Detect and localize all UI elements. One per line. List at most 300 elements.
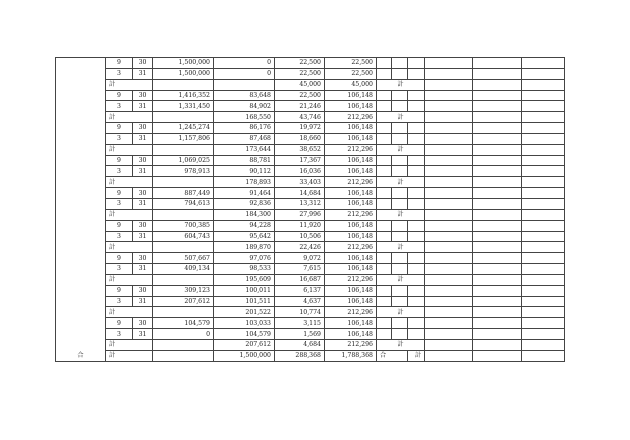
day-cell: 30 xyxy=(133,123,153,134)
blank-label-cell xyxy=(56,296,106,307)
blank-cell xyxy=(392,68,408,79)
blank-label-cell xyxy=(56,155,106,166)
blank-cell xyxy=(473,144,522,155)
blank-label-cell xyxy=(56,220,106,231)
blank-cell xyxy=(425,123,473,134)
payment-cell: 22,500 xyxy=(325,68,377,79)
schedule-body xyxy=(56,58,565,362)
day-cell: 30 xyxy=(133,188,153,199)
balance-cell: 1,416,352 xyxy=(153,90,214,101)
payment-cell: 106,148 xyxy=(325,285,377,296)
blank-cell xyxy=(473,253,522,264)
table-row xyxy=(56,166,565,177)
subtotal-interest: 22,426 xyxy=(275,242,325,253)
blank-cell xyxy=(153,112,214,123)
principal-cell: 84,902 xyxy=(214,101,275,112)
blank-cell xyxy=(473,274,522,285)
payment-cell: 106,148 xyxy=(325,166,377,177)
grand-total-payment: 1,788,368 xyxy=(325,350,377,361)
blank-label-cell xyxy=(56,209,106,220)
balance-cell: 104,579 xyxy=(153,318,214,329)
month-cell: 9 xyxy=(106,58,133,69)
principal-cell: 100,011 xyxy=(214,285,275,296)
blank-cell xyxy=(377,58,392,69)
blank-cell xyxy=(522,339,565,350)
blank-cell xyxy=(473,177,522,188)
blank-cell xyxy=(392,58,408,69)
grand-total-principal: 1,500,000 xyxy=(214,350,275,361)
day-cell: 30 xyxy=(133,155,153,166)
principal-cell: 94,228 xyxy=(214,220,275,231)
subtotal-row xyxy=(56,274,565,285)
principal-cell: 83,648 xyxy=(214,90,275,101)
day-cell: 30 xyxy=(133,253,153,264)
subtotal-label-right: 計 xyxy=(377,242,425,253)
blank-cell xyxy=(408,155,425,166)
blank-cell xyxy=(392,264,408,275)
balance-cell: 1,500,000 xyxy=(153,58,214,69)
subtotal-interest: 33,403 xyxy=(275,177,325,188)
grand-total-label-right: 計 xyxy=(106,350,153,361)
blank-cell xyxy=(522,242,565,253)
blank-cell xyxy=(377,318,392,329)
grand-total-label-right-2: 計 xyxy=(408,350,425,361)
principal-cell: 0 xyxy=(214,68,275,79)
table-row xyxy=(56,90,565,101)
subtotal-row xyxy=(56,144,565,155)
blank-cell xyxy=(522,350,565,361)
interest-cell: 17,367 xyxy=(275,155,325,166)
blank-cell xyxy=(522,318,565,329)
blank-cell xyxy=(153,274,214,285)
blank-cell xyxy=(522,155,565,166)
blank-cell xyxy=(473,133,522,144)
month-cell: 3 xyxy=(106,101,133,112)
blank-cell xyxy=(473,90,522,101)
blank-cell xyxy=(473,101,522,112)
interest-cell: 4,637 xyxy=(275,296,325,307)
blank-cell xyxy=(473,296,522,307)
subtotal-label-right: 計 xyxy=(377,177,425,188)
grand-total-label-left-2: 合 xyxy=(377,350,408,361)
day-cell: 31 xyxy=(133,166,153,177)
blank-cell xyxy=(425,253,473,264)
principal-cell: 98,533 xyxy=(214,264,275,275)
payment-cell: 106,148 xyxy=(325,90,377,101)
month-cell: 3 xyxy=(106,329,133,340)
blank-cell xyxy=(425,68,473,79)
blank-cell xyxy=(392,220,408,231)
blank-cell xyxy=(377,198,392,209)
blank-cell xyxy=(392,90,408,101)
month-cell: 3 xyxy=(106,133,133,144)
balance-cell: 409,134 xyxy=(153,264,214,275)
table-row xyxy=(56,198,565,209)
blank-cell xyxy=(425,133,473,144)
table-row xyxy=(56,68,565,79)
blank-cell xyxy=(473,339,522,350)
month-cell: 9 xyxy=(106,285,133,296)
interest-cell: 18,660 xyxy=(275,133,325,144)
payment-cell: 106,148 xyxy=(325,264,377,275)
blank-cell xyxy=(522,253,565,264)
blank-cell xyxy=(425,339,473,350)
blank-cell xyxy=(522,188,565,199)
interest-cell: 3,115 xyxy=(275,318,325,329)
month-cell: 3 xyxy=(106,68,133,79)
subtotal-principal: 184,300 xyxy=(214,209,275,220)
balance-cell: 507,667 xyxy=(153,253,214,264)
blank-cell xyxy=(392,253,408,264)
subtotal-principal xyxy=(214,79,275,90)
subtotal-label: 計 xyxy=(106,177,153,188)
subtotal-principal: 178,893 xyxy=(214,177,275,188)
blank-cell xyxy=(522,220,565,231)
blank-label-cell xyxy=(56,79,106,90)
blank-cell xyxy=(473,350,522,361)
day-cell: 30 xyxy=(133,285,153,296)
blank-cell xyxy=(392,318,408,329)
blank-label-cell xyxy=(56,231,106,242)
subtotal-row xyxy=(56,242,565,253)
blank-cell xyxy=(408,123,425,134)
day-cell: 30 xyxy=(133,58,153,69)
blank-cell xyxy=(522,198,565,209)
blank-cell xyxy=(425,307,473,318)
interest-cell: 10,506 xyxy=(275,231,325,242)
subtotal-payment: 212,296 xyxy=(325,112,377,123)
blank-cell xyxy=(392,101,408,112)
blank-label-cell xyxy=(56,198,106,209)
blank-cell xyxy=(392,188,408,199)
subtotal-row xyxy=(56,177,565,188)
blank-cell xyxy=(377,101,392,112)
blank-cell xyxy=(522,231,565,242)
blank-cell xyxy=(522,79,565,90)
blank-cell xyxy=(522,58,565,69)
subtotal-label: 計 xyxy=(106,144,153,155)
subtotal-payment: 212,296 xyxy=(325,307,377,318)
blank-cell xyxy=(473,220,522,231)
blank-cell xyxy=(392,166,408,177)
day-cell: 30 xyxy=(133,318,153,329)
blank-cell xyxy=(153,242,214,253)
day-cell: 31 xyxy=(133,231,153,242)
blank-cell xyxy=(522,123,565,134)
blank-cell xyxy=(153,79,214,90)
table-row xyxy=(56,329,565,340)
blank-cell xyxy=(377,188,392,199)
blank-cell xyxy=(522,274,565,285)
blank-cell xyxy=(425,264,473,275)
blank-cell xyxy=(425,285,473,296)
blank-cell xyxy=(425,144,473,155)
blank-cell xyxy=(408,133,425,144)
blank-cell xyxy=(425,318,473,329)
subtotal-label-right: 計 xyxy=(377,274,425,285)
table-row xyxy=(56,101,565,112)
blank-cell xyxy=(392,231,408,242)
table-row xyxy=(56,285,565,296)
subtotal-interest: 27,996 xyxy=(275,209,325,220)
payment-cell: 106,148 xyxy=(325,220,377,231)
day-cell: 31 xyxy=(133,329,153,340)
blank-cell xyxy=(377,68,392,79)
balance-cell: 794,613 xyxy=(153,198,214,209)
blank-cell xyxy=(473,79,522,90)
balance-cell: 1,331,450 xyxy=(153,101,214,112)
month-cell: 9 xyxy=(106,155,133,166)
blank-cell xyxy=(408,318,425,329)
interest-cell: 22,500 xyxy=(275,58,325,69)
blank-cell xyxy=(377,133,392,144)
blank-label-cell xyxy=(56,112,106,123)
blank-cell xyxy=(408,296,425,307)
interest-cell: 6,137 xyxy=(275,285,325,296)
subtotal-interest: 43,746 xyxy=(275,112,325,123)
blank-cell xyxy=(377,155,392,166)
blank-cell xyxy=(408,101,425,112)
blank-cell xyxy=(425,329,473,340)
table-row xyxy=(56,264,565,275)
subtotal-interest: 45,000 xyxy=(275,79,325,90)
table-row xyxy=(56,253,565,264)
grand-total-label-left: 合 xyxy=(56,350,106,361)
blank-cell xyxy=(473,318,522,329)
blank-label-cell xyxy=(56,339,106,350)
subtotal-payment: 45,000 xyxy=(325,79,377,90)
payment-cell: 106,148 xyxy=(325,329,377,340)
blank-cell xyxy=(473,123,522,134)
blank-cell xyxy=(522,264,565,275)
table-row xyxy=(56,231,565,242)
subtotal-label-right: 計 xyxy=(377,339,425,350)
blank-label-cell xyxy=(56,242,106,253)
blank-cell xyxy=(153,307,214,318)
blank-cell xyxy=(522,307,565,318)
table-row xyxy=(56,220,565,231)
blank-cell xyxy=(473,112,522,123)
blank-cell xyxy=(473,264,522,275)
subtotal-label: 計 xyxy=(106,209,153,220)
blank-label-cell xyxy=(56,274,106,285)
blank-cell xyxy=(377,264,392,275)
subtotal-label-right: 計 xyxy=(377,112,425,123)
blank-cell xyxy=(408,198,425,209)
day-cell: 31 xyxy=(133,296,153,307)
day-cell: 31 xyxy=(133,264,153,275)
blank-label-cell xyxy=(56,166,106,177)
payment-cell: 106,148 xyxy=(325,123,377,134)
blank-label-cell xyxy=(56,253,106,264)
month-cell: 3 xyxy=(106,296,133,307)
subtotal-row xyxy=(56,339,565,350)
table-row xyxy=(56,58,565,69)
blank-cell xyxy=(377,285,392,296)
balance-cell: 978,913 xyxy=(153,166,214,177)
blank-cell xyxy=(425,198,473,209)
grand-total-interest: 288,368 xyxy=(275,350,325,361)
day-cell: 31 xyxy=(133,101,153,112)
interest-cell: 21,246 xyxy=(275,101,325,112)
payment-cell: 106,148 xyxy=(325,101,377,112)
blank-cell xyxy=(153,209,214,220)
blank-cell xyxy=(153,177,214,188)
blank-cell xyxy=(473,155,522,166)
table-row xyxy=(56,133,565,144)
subtotal-interest: 10,774 xyxy=(275,307,325,318)
blank-cell xyxy=(153,144,214,155)
blank-cell xyxy=(522,296,565,307)
blank-cell xyxy=(408,68,425,79)
month-cell: 9 xyxy=(106,90,133,101)
payment-cell: 22,500 xyxy=(325,58,377,69)
principal-cell: 87,468 xyxy=(214,133,275,144)
blank-cell xyxy=(522,177,565,188)
subtotal-label: 計 xyxy=(106,79,153,90)
blank-cell xyxy=(425,90,473,101)
blank-cell xyxy=(473,285,522,296)
blank-cell xyxy=(522,133,565,144)
subtotal-payment: 212,296 xyxy=(325,177,377,188)
subtotal-principal: 207,612 xyxy=(214,339,275,350)
blank-cell xyxy=(425,231,473,242)
blank-label-cell xyxy=(56,68,106,79)
subtotal-interest: 4,684 xyxy=(275,339,325,350)
blank-label-cell xyxy=(56,90,106,101)
principal-cell: 0 xyxy=(214,58,275,69)
blank-cell xyxy=(473,209,522,220)
month-cell: 9 xyxy=(106,123,133,134)
subtotal-label: 計 xyxy=(106,112,153,123)
payment-cell: 106,148 xyxy=(325,133,377,144)
blank-cell xyxy=(473,68,522,79)
subtotal-interest: 38,652 xyxy=(275,144,325,155)
interest-cell: 22,500 xyxy=(275,68,325,79)
payment-cell: 106,148 xyxy=(325,296,377,307)
blank-label-cell xyxy=(56,307,106,318)
payment-cell: 106,148 xyxy=(325,155,377,166)
day-cell: 30 xyxy=(133,220,153,231)
blank-cell xyxy=(522,144,565,155)
blank-cell xyxy=(408,58,425,69)
blank-label-cell xyxy=(56,188,106,199)
interest-cell: 19,972 xyxy=(275,123,325,134)
blank-cell xyxy=(392,123,408,134)
interest-cell: 22,500 xyxy=(275,90,325,101)
principal-cell: 97,076 xyxy=(214,253,275,264)
balance-cell: 1,245,274 xyxy=(153,123,214,134)
blank-cell xyxy=(392,296,408,307)
day-cell: 31 xyxy=(133,133,153,144)
subtotal-row xyxy=(56,112,565,123)
subtotal-label: 計 xyxy=(106,339,153,350)
blank-cell xyxy=(473,198,522,209)
blank-cell xyxy=(473,329,522,340)
subtotal-label-right: 計 xyxy=(377,307,425,318)
table-row xyxy=(56,296,565,307)
blank-cell xyxy=(522,166,565,177)
blank-cell xyxy=(473,58,522,69)
month-cell: 3 xyxy=(106,231,133,242)
table-row xyxy=(56,155,565,166)
blank-cell xyxy=(377,166,392,177)
table-row xyxy=(56,188,565,199)
blank-cell xyxy=(377,296,392,307)
blank-cell xyxy=(522,101,565,112)
balance-cell: 1,157,806 xyxy=(153,133,214,144)
subtotal-payment: 212,296 xyxy=(325,339,377,350)
blank-cell xyxy=(522,209,565,220)
balance-cell: 207,612 xyxy=(153,296,214,307)
blank-cell xyxy=(153,339,214,350)
blank-cell xyxy=(473,166,522,177)
blank-cell xyxy=(408,329,425,340)
balance-cell: 1,069,025 xyxy=(153,155,214,166)
blank-cell xyxy=(153,350,214,361)
payment-cell: 106,148 xyxy=(325,318,377,329)
subtotal-label: 計 xyxy=(106,274,153,285)
blank-cell xyxy=(392,133,408,144)
subtotal-interest: 16,687 xyxy=(275,274,325,285)
blank-cell xyxy=(425,166,473,177)
day-cell: 31 xyxy=(133,198,153,209)
blank-label-cell xyxy=(56,285,106,296)
subtotal-label-right: 計 xyxy=(377,209,425,220)
blank-label-cell xyxy=(56,123,106,134)
table-row xyxy=(56,318,565,329)
day-cell: 31 xyxy=(133,68,153,79)
balance-cell: 700,385 xyxy=(153,220,214,231)
subtotal-payment: 212,296 xyxy=(325,274,377,285)
blank-cell xyxy=(425,101,473,112)
subtotal-label-right: 計 xyxy=(377,79,425,90)
balance-cell: 887,449 xyxy=(153,188,214,199)
interest-cell: 11,920 xyxy=(275,220,325,231)
payment-cell: 106,148 xyxy=(325,198,377,209)
subtotal-payment: 212,296 xyxy=(325,144,377,155)
blank-cell xyxy=(425,155,473,166)
blank-label-cell xyxy=(56,264,106,275)
subtotal-row xyxy=(56,307,565,318)
blank-cell xyxy=(408,90,425,101)
principal-cell: 86,176 xyxy=(214,123,275,134)
payment-cell: 106,148 xyxy=(325,231,377,242)
blank-cell xyxy=(377,329,392,340)
blank-cell xyxy=(408,231,425,242)
blank-cell xyxy=(473,188,522,199)
month-cell: 3 xyxy=(106,264,133,275)
balance-cell: 0 xyxy=(153,329,214,340)
grand-total-row xyxy=(56,350,565,361)
blank-cell xyxy=(473,307,522,318)
blank-cell xyxy=(408,166,425,177)
blank-cell xyxy=(425,209,473,220)
blank-cell xyxy=(522,112,565,123)
interest-cell: 16,036 xyxy=(275,166,325,177)
principal-cell: 104,579 xyxy=(214,329,275,340)
subtotal-label: 計 xyxy=(106,242,153,253)
month-cell: 9 xyxy=(106,253,133,264)
blank-cell xyxy=(425,79,473,90)
principal-cell: 90,112 xyxy=(214,166,275,177)
blank-cell xyxy=(425,58,473,69)
blank-cell xyxy=(425,177,473,188)
principal-cell: 91,464 xyxy=(214,188,275,199)
blank-cell xyxy=(392,198,408,209)
interest-cell: 7,615 xyxy=(275,264,325,275)
blank-cell xyxy=(392,155,408,166)
